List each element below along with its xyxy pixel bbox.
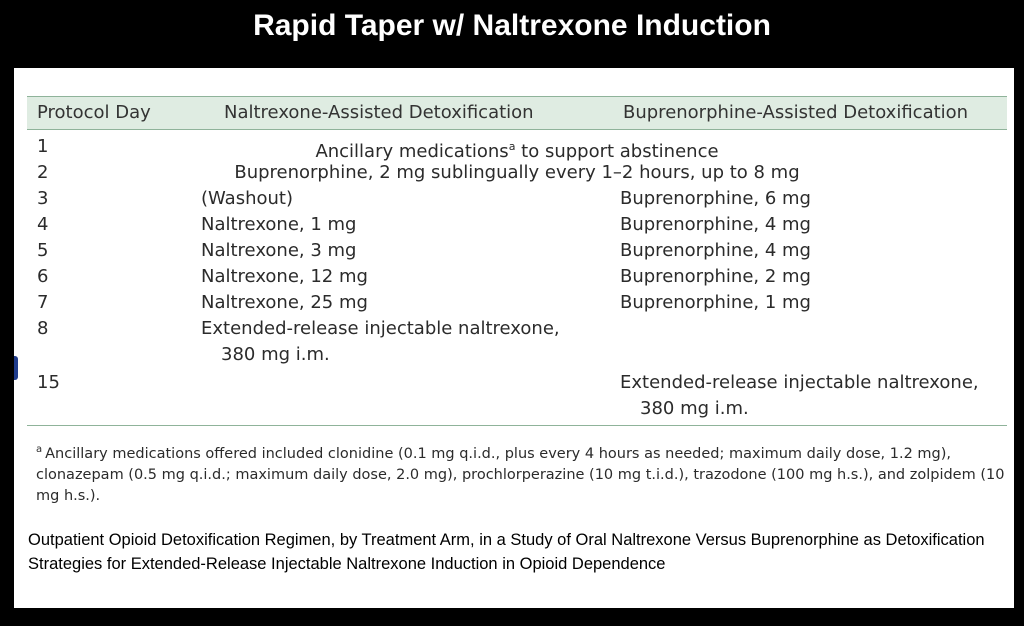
naltrexone-cell: (Washout) — [201, 188, 293, 209]
buprenorphine-cell: Buprenorphine, 2 mg — [620, 266, 811, 287]
day-cell: 2 — [37, 162, 49, 183]
footnote-marker: a — [36, 444, 43, 455]
table-footnote — [36, 439, 1008, 507]
buprenorphine-cell: Buprenorphine, 4 mg — [620, 214, 811, 235]
header-buprenorphine-arm: Buprenorphine-Assisted Detoxification — [623, 102, 969, 123]
header-protocol-day: Protocol Day — [37, 102, 151, 123]
shared-text-after: to support abstinence — [515, 141, 719, 162]
table-panel — [14, 68, 1014, 608]
day-cell: 5 — [37, 240, 49, 261]
buprenorphine-cell: Buprenorphine, 4 mg — [620, 240, 811, 261]
day-cell: 15 — [37, 372, 60, 393]
day-cell: 7 — [37, 292, 49, 313]
shared-cell: Buprenorphine, 2 mg sublingually every 1–2 hours, up to 8 mg — [234, 162, 800, 183]
day-cell: 3 — [37, 188, 49, 209]
day-cell: 1 — [37, 136, 49, 157]
footnote-marker: a — [508, 140, 516, 153]
footnote-text: Ancillary medications offered included clonidine (0.1 mg q.i.d., plus every 4 hours as needed; maximum daily dose, 1.2 mg), clonazepam (0.5 mg q.i.d.; maximum daily dose, 2.0 mg), prochlorperazine (10 mg t.i.d.), trazodone (100 mg h.s.), and zolpidem (10 mg h.s.). — [36, 446, 1005, 504]
table-bottom-rule — [27, 425, 1007, 426]
naltrexone-cell: Naltrexone, 12 mg — [201, 266, 368, 287]
day-cell: 8 — [37, 318, 49, 339]
edge-marker — [14, 356, 18, 380]
buprenorphine-cell: Buprenorphine, 6 mg — [620, 188, 811, 209]
naltrexone-cell-continued: 380 mg i.m. — [221, 344, 330, 365]
header-naltrexone-arm: Naltrexone-Assisted Detoxification — [224, 102, 534, 123]
table-header-row — [27, 96, 1007, 130]
shared-text: Ancillary medications — [315, 141, 509, 162]
day-cell: 4 — [37, 214, 49, 235]
figure-caption: Outpatient Opioid Detoxification Regimen, by Treatment Arm, in a Study of Oral Naltrexone Versus Buprenorphine as Detoxification Strategies for Extended-Release Injectable Naltrexone Induction in Opioid Dependence — [28, 531, 985, 573]
naltrexone-cell: Naltrexone, 1 mg — [201, 214, 357, 235]
day-cell: 6 — [37, 266, 49, 287]
naltrexone-cell: Extended-release injectable naltrexone, — [201, 318, 560, 339]
buprenorphine-cell: Extended-release injectable naltrexone, — [620, 372, 979, 393]
slide-title: Rapid Taper w/ Naltrexone Induction — [253, 9, 771, 42]
naltrexone-cell: Naltrexone, 25 mg — [201, 292, 368, 313]
naltrexone-cell: Naltrexone, 3 mg — [201, 240, 357, 261]
buprenorphine-cell-continued: 380 mg i.m. — [640, 398, 749, 419]
buprenorphine-cell: Buprenorphine, 1 mg — [620, 292, 811, 313]
